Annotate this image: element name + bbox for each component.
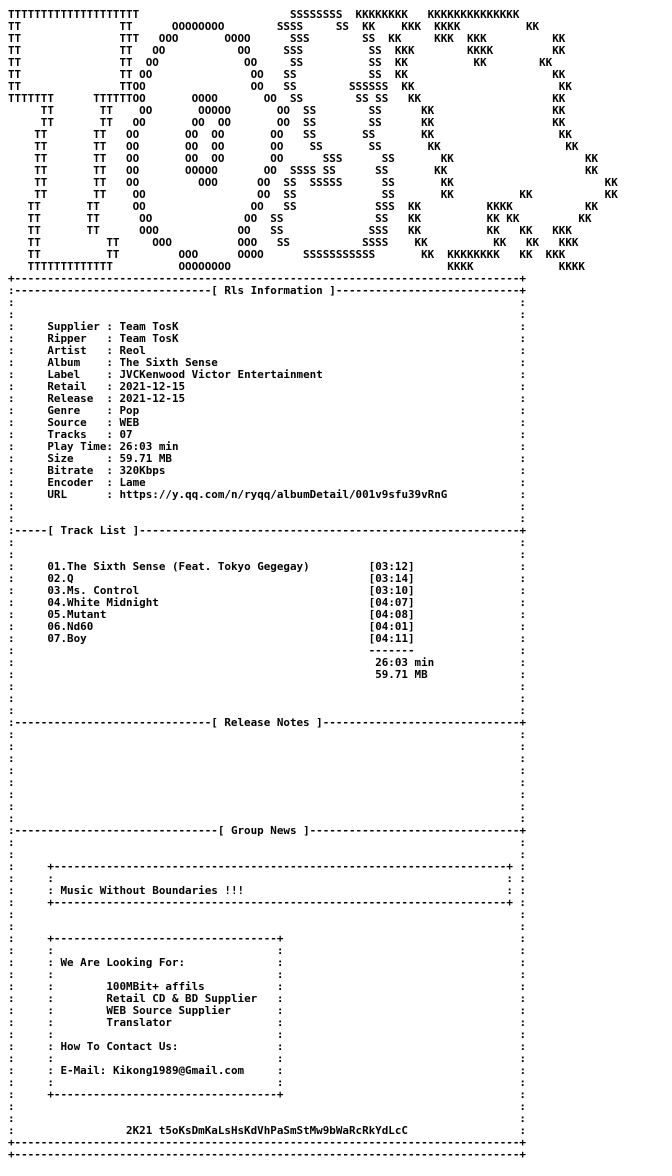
looking-for-item: Translator [106, 1016, 172, 1029]
info-label: URL [47, 488, 107, 501]
track-number: 01 [47, 560, 61, 573]
track-title: Boy [67, 632, 87, 645]
ascii-logo-line: TT TT OO OOOOO OO SS SS KK KK [8, 104, 566, 117]
ascii-logo-line: TTTTTTT TTTTTTOO OOOO OO SS SS SS KK KK [8, 92, 566, 105]
ascii-logo-line: TT TT OO OO SS SS KK KK KK [8, 188, 618, 201]
looking-for-item: 100MBit+ affils [106, 980, 205, 993]
track-duration: 03:14 [375, 572, 409, 585]
info-label: Supplier [47, 320, 107, 333]
info-label: Bitrate [47, 464, 107, 477]
info-label: Encoder [47, 476, 107, 489]
ascii-logo-line: TT TT OOO OO SS SSS KK KK KK KKK [8, 224, 572, 237]
track-number: 06 [47, 620, 61, 633]
info-value: 2021-12-15 [119, 392, 186, 405]
track-number: 07 [47, 632, 61, 645]
nfo-text: TTTTTTTTTTTTTTTTTTTT SSSSSSSS KKKKKKKK KKKKKKKKKKKKKK TT TT OOOOOOOO SSSS SS KK KKK KKKK KK TT TTT OOO OOOO SSS SS KK KKK KKK KK TT TT OO OO SSS SS KKK KKKK KK TT TT OO OO SS SS KK KK KK TT TT OO OO SS SS KK KK TT TTOO OO SS SSSSSS KK KK TTTTTTT TTTTTTOO OOOO OO SS SS SS KK KK TT TT OO OOOOO OO SS SS KK KK TT TT OO OO OO OO SS SS KK KK TT TT OO OO OO OO SS SS KK KK TT TT OO OO OO OO SS SS KK KK TT TT OO OO OO OO SSS SS KK KK TT TT OO OOOOO OO SSSS SS SS KK KK TT TT OO OOO OO SS SSSSS SS KK KK TT TT OO OO SS SS KK KK KK TT TT OO OO SS SSS KK KKKK KK TT TT OO OO SS SS KK KK KK KK TT TT OOO OO SS SSS KK KK KK KKK TT TT OOO OOO SS SSSS KK KK KK KKK TT TT OOO OOOO SSSSSSSSSSS KK KKKKKKKK KK KKK TTTTTTTTTTTTT OOOOOOOO KKKK KKKK +-----------------------------------------------------------------------------+ :------------------------------[ Rls Information ]----------------------------+ : : : : : Supplier : Team TosK : : Ripper : Team TosK : : Artist : Reol : : Album : The Sixth Sense : : Label : JVCKenwood Victor Entertainment : : Retail : 2021-12-15 : : Release : 2021-12-15 : : Genre : Pop : : Source : WEB : : Tracks : 07 : : Play Time: 26:03 min : : Size : 59.71 MB : : Bitrate : 320Kbps : : Encoder : Lame : : URL : https://y.qq.com/n/ryqq/albumDetail/001v9sfu39vRnG : : : : : :-----[ Track List ]----------------------------------------------------------+ : : : : : 01.The Sixth Sense (Feat. Tokyo Gegegay) [03:12] : : 02.Q [03:14] : : 03.Ms. Control [03:10] : : 04.White Midnight [04:07] : : 05.Mutant [04:08] : : 06.Nd60 [04:01] : : 07.Boy [04:11] : : ------- : : 26:03 min : : 59.71 MB : : : : : : : :------------------------------[ Release Notes ]------------------------------+ : : : : : : : : : : : : : : : : :-------------------------------[ Group News ]--------------------------------+ : : : : : +---------------------------------------------------------------------+ : : : : : : : Music Without Boundaries !!! : : : +---------------------------------------------------------------------+ : : : : : : +----------------------------------+ : : : : : : : We Are Looking For: : : : : : : : : 100MBit+ affils : : : : Retail CD & BD Supplier : : : : WEB Source Supplier : : : : Translator : : : : : : : : How To Contact Us: : : : : : : : : E-Mail: Kikong1989@Gmail.com : : : : : : : +----------------------------------+ : : : : : : 2K21 t5oKsDmKaLsHsKdVhPaSmStMw9bWaRcRkYdLcC : +-----------------------------------------------------------------------------+ +-----------------------------------------------------------------------------+ [8, 8, 618, 1161]
ascii-logo-line: TT TTOO OO SS SSSSSS KK KK [8, 80, 572, 93]
looking-for-item: Retail CD & BD Supplier [106, 992, 258, 1005]
ascii-logo-line: TT TT OO OOO OO SS SSSSS SS KK KK [8, 176, 618, 189]
ascii-logo-line: TT TT OO OO OO OO SS SS KK KK [8, 116, 566, 129]
track-number: 05 [47, 608, 61, 621]
total-playtime: 26:03 min [375, 656, 435, 669]
info-value: Team TosK [119, 320, 179, 333]
track-title: Q [67, 572, 74, 585]
track-duration: 04:07 [375, 596, 409, 609]
track-title: White Midnight [67, 596, 159, 609]
ascii-logo-line: TT TT OO OOOOO OO SSSS SS SS KK KK [8, 164, 599, 177]
track-duration: 03:12 [375, 560, 409, 573]
ascii-logo-line: TT TT OO OO SS SS KK KK KK KK [8, 212, 592, 225]
info-value: WEB [119, 416, 140, 429]
looking-for-item: WEB Source Supplier [106, 1004, 231, 1017]
track-duration: 04:01 [375, 620, 409, 633]
info-value: The Sixth Sense [119, 356, 218, 369]
info-label: Artist [47, 344, 107, 357]
ascii-logo-line: TTTTTTTTTTTTTTTTTTTT SSSSSSSS KKKKKKKK KKKKKKKKKKKKKK [8, 8, 520, 21]
total-size: 59.71 MB [375, 668, 428, 681]
track-title: Mutant [67, 608, 107, 621]
info-label: Retail [47, 380, 107, 393]
ascii-logo-line: TT TT OOO OOOO SSSSSSSSSSS KK KKKKKKKK KK KKK [8, 248, 566, 261]
contact-heading: How To Contact Us: [60, 1040, 179, 1053]
ascii-logo-line: TT TT OO OO SS SS KK KK KK [8, 56, 553, 69]
track-title: Ms. Control [67, 584, 140, 597]
info-label: Album [47, 356, 107, 369]
section-header-group-news: Group News [230, 824, 297, 837]
track-duration: 03:10 [375, 584, 409, 597]
info-value: https://y.qq.com/n/ryqq/albumDetail/001v9sfu39vRnG [119, 488, 448, 501]
ascii-logo-line: TT TT OO OO OO OO SSS SS KK KK [8, 152, 599, 165]
section-header-rls-info: Rls Information [224, 284, 323, 297]
track-number: 04 [47, 596, 61, 609]
info-label: Tracks [47, 428, 107, 441]
ascii-logo-line: TT TT OO OO OO OO SS SS KK KK [8, 140, 579, 153]
info-value: 26:03 min [119, 440, 179, 453]
email-label: E-Mail: [60, 1064, 107, 1077]
ascii-logo-line: TT TT OO OO OO OO SS SS KK KK [8, 128, 572, 141]
info-label: Release [47, 392, 107, 405]
track-title: Nd60 [67, 620, 94, 633]
info-label: Play Time [47, 440, 107, 453]
info-value: 2021-12-15 [119, 380, 186, 393]
ascii-logo-line: TT TTT OOO OOOO SSS SS KK KKK KKK KK [8, 32, 566, 45]
track-title: The Sixth Sense (Feat. Tokyo Gegegay) [67, 560, 310, 573]
info-value: 320Kbps [119, 464, 166, 477]
info-value: Reol [119, 344, 146, 357]
info-label: Size [47, 452, 107, 465]
looking-for-heading: We Are Looking For: [60, 956, 186, 969]
track-duration: 04:08 [375, 608, 409, 621]
ascii-logo-line: TT TT OO OO SS SSS KK KKKK KK [8, 200, 599, 213]
ascii-logo-line: TT TT OO OO SSS SS KKK KKKK KK [8, 44, 566, 57]
info-value: JVCKenwood Victor Entertainment [119, 368, 323, 381]
info-value: 07 [119, 428, 133, 441]
section-header-release-notes: Release Notes [224, 716, 310, 729]
ascii-logo-line: TT TT OOOOOOOO SSSS SS KK KKK KKKK KK [8, 20, 540, 33]
info-label: Source [47, 416, 107, 429]
info-value: 59.71 MB [119, 452, 172, 465]
track-number: 03 [47, 584, 61, 597]
ascii-logo-line: TTTTTTTTTTTTT OOOOOOOO KKKK KKKK [8, 260, 585, 273]
info-label: Label [47, 368, 107, 381]
track-number: 02 [47, 572, 61, 585]
section-header-track-list: Track List [60, 524, 127, 537]
info-value: Lame [119, 476, 146, 489]
contact-email: Kikong1989@Gmail.com [112, 1064, 245, 1077]
ascii-logo-line: TT TT OOO OOO SS SSSS KK KK KK KKK [8, 236, 579, 249]
track-duration: 04:11 [375, 632, 409, 645]
info-label: Genre [47, 404, 107, 417]
ascii-logo-line: TT TT OO OO SS SS KK KK [8, 68, 566, 81]
footer-signature: 2K21 t5oKsDmKaLsHsKdVhPaSmStMw9bWaRcRkYdLcC [126, 1124, 408, 1137]
info-value: Team TosK [119, 332, 179, 345]
group-motto: Music Without Boundaries !!! [60, 884, 245, 897]
info-label: Ripper [47, 332, 107, 345]
info-value: Pop [119, 404, 140, 417]
